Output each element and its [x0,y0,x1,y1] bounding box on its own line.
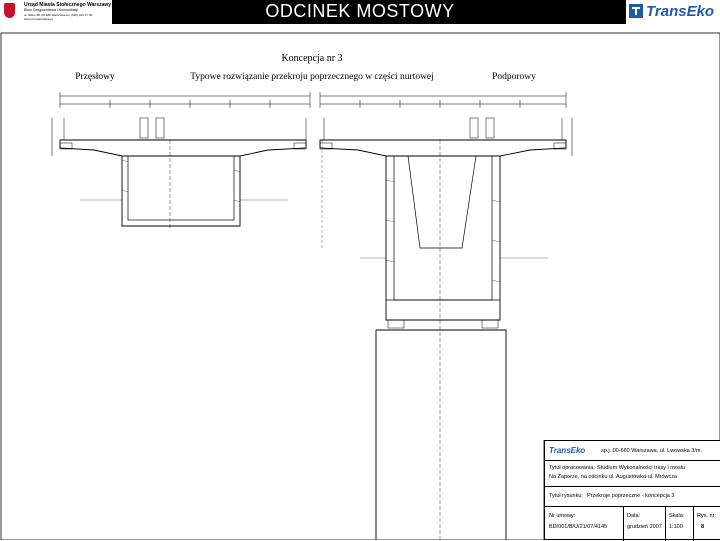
sheet-label: Rys. nr: [697,513,716,519]
title-block-company-row [545,441,720,461]
divider [623,507,624,541]
right-deck-slab [320,140,566,156]
divider [693,507,694,541]
logo-line-2: Biuro Drogownictwa i Komunikacji [24,8,79,12]
project-label: Tytuł opracowania: [549,465,595,471]
bearing-right [482,320,498,328]
right-box-girder [386,156,500,320]
left-box-girder [122,156,240,226]
diaphragm-opening [408,156,476,248]
median-barrier-right [470,118,478,138]
title-block [544,440,720,540]
drawing-subtitle: Typowe rozwiązanie przekroju poprzecznego w części nurtowej [190,72,434,82]
number-label: Nr umowy: [549,513,576,519]
sheet-value: 8 [701,524,705,530]
divider [665,507,666,541]
drawing-title: Koncepcja nr 3 [281,53,343,64]
pier [376,330,506,540]
logo-line-4: www.um.warszawa.pl [24,17,53,21]
transeko-brand: TransEko [646,3,715,20]
right-section-label: Podporowy [492,72,536,82]
scale-value: 1:100 [669,524,683,530]
left-deck-slab [60,140,306,156]
drawing-label: Tytuł rysunku: [549,493,583,499]
left-section-label: Przęsłowy [75,72,115,82]
scale-label: Skala: [669,513,685,519]
bearing-left [388,320,404,328]
drawing-value: Przekroje poprzeczne - koncepcja 3 [587,493,675,499]
date-value: grudzień 2007 [627,524,662,530]
date-label: Data: [627,513,641,519]
number-value: BD/001/B/U/21/07/4145 [549,524,608,530]
title-block-address: sp.j. 00-660 Warszawa, ul. Lwowska 3/m. [601,448,702,454]
title-block-drawing-row [545,487,720,507]
logo-line-1: Urząd Miasta Stołecznego Warszawy [24,2,112,8]
median-barrier-left [140,118,148,138]
title-block-company: TransEko [549,446,586,455]
logo-line-3: ul. Solec 48, 00-382 Warszawa tel. (022) 443 17 00 [24,13,93,17]
page-title: ODCINEK MOSTOWY [265,1,455,21]
project-value-2: Na Zaporze, na odcinku ul. Augustówka-ul. Mrówcza [549,474,678,480]
title-block-project-row [545,461,720,487]
project-value: Studium Wykonalności trasy i mostu [597,465,686,471]
